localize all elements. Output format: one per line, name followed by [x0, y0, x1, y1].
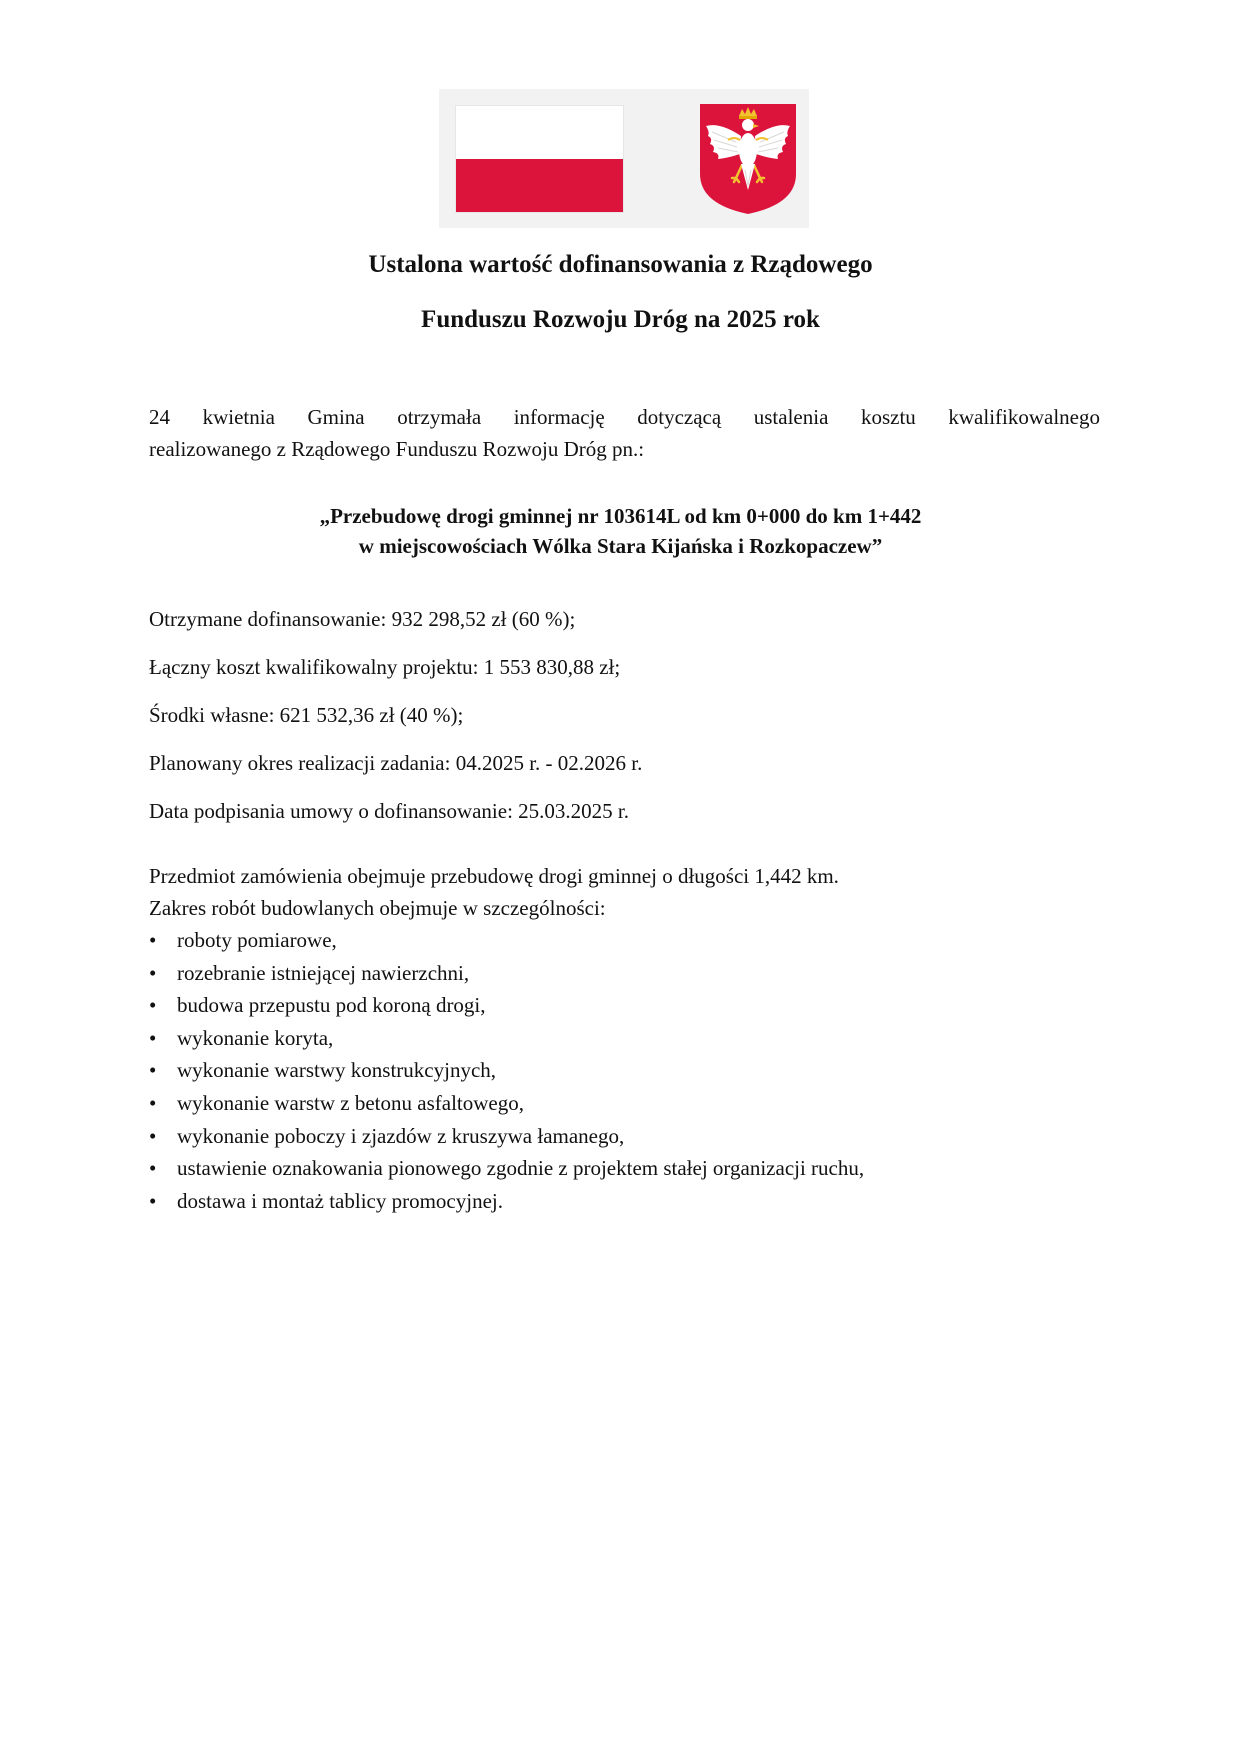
list-item: • rozebranie istniejącej nawierzchni,	[149, 957, 864, 990]
fact-implementation-period: Planowany okres realizacji zadania: 04.2025 r. - 02.2026 r.	[149, 751, 643, 775]
bullet-icon: •	[149, 928, 157, 952]
national-symbols-banner	[439, 89, 809, 228]
flag-red-stripe	[456, 159, 623, 212]
list-item: • budowa przepustu pod koroną drogi,	[149, 989, 864, 1022]
bullet-icon: •	[149, 1090, 157, 1115]
list-item: • wykonanie warstw z betonu asfaltowego,	[149, 1087, 864, 1120]
bullet-icon: •	[149, 1156, 157, 1181]
funding-facts	[149, 607, 642, 847]
fact-agreement-date: Data podpisania umowy o dofinansowanie: 25.03.2025 r.	[149, 799, 630, 823]
bullet-icon: •	[149, 960, 157, 985]
bullet-icon: •	[149, 1123, 157, 1148]
scope-description	[149, 860, 839, 924]
intro-line-2: realizowanego z Rządowego Funduszu Rozwoju Dróg pn.:	[149, 437, 645, 461]
works-list	[149, 924, 864, 1217]
project-name-line-1: „Przebudowę drogi gminnej nr 103614L od km 0+000 do km 1+442	[319, 504, 922, 528]
bullet-icon: •	[149, 1025, 157, 1050]
list-item: • wykonanie koryta,	[149, 1022, 864, 1055]
fact-grant-amount: Otrzymane dofinansowanie: 932 298,52 zł (60 %);	[149, 607, 576, 631]
bullet-icon: •	[149, 993, 157, 1018]
fact-total-eligible-cost: Łączny koszt kwalifikowalny projektu: 1 553 830,88 zł;	[149, 655, 621, 679]
scope-line-1: Przedmiot zamówienia obejmuje przebudowę drogi gminnej o długości 1,442 km.	[149, 864, 839, 888]
list-item: • dostawa i montaż tablicy promocyjnej.	[149, 1185, 864, 1218]
scope-line-2: Zakres robót budowlanych obejmuje w szczególności:	[149, 896, 606, 920]
list-item: • ustawienie oznakowania pionowego zgodnie z projektem stałej organizacji ruchu,	[149, 1152, 864, 1185]
list-item: • wykonanie warstwy konstrukcyjnych,	[149, 1054, 864, 1087]
intro-paragraph	[149, 401, 1100, 465]
flag-white-stripe	[456, 106, 623, 159]
intro-line-1: 24 kwietnia Gmina otrzymała informację dotyczącą ustalenia kosztu kwalifikowalnego	[149, 405, 1100, 429]
document-title-line-1: Ustalona wartość dofinansowania z Rządowego	[368, 251, 873, 278]
document-title-line-2: Funduszu Rozwoju Dróg na 2025 rok	[421, 306, 820, 333]
project-name	[0, 501, 1241, 561]
list-item: • wykonanie poboczy i zjazdów z kruszywa łamanego,	[149, 1120, 864, 1153]
polish-flag-icon	[455, 105, 624, 213]
list-item: • roboty pomiarowe,	[149, 924, 864, 957]
coat-of-arms-icon	[698, 102, 798, 216]
bullet-icon: •	[149, 1058, 157, 1083]
bullet-icon: •	[149, 1188, 157, 1213]
fact-own-funds: Środki własne: 621 532,36 zł (40 %);	[149, 703, 464, 727]
project-name-line-2: w miejscowościach Wólka Stara Kijańska i Rozkopaczew”	[358, 534, 883, 558]
